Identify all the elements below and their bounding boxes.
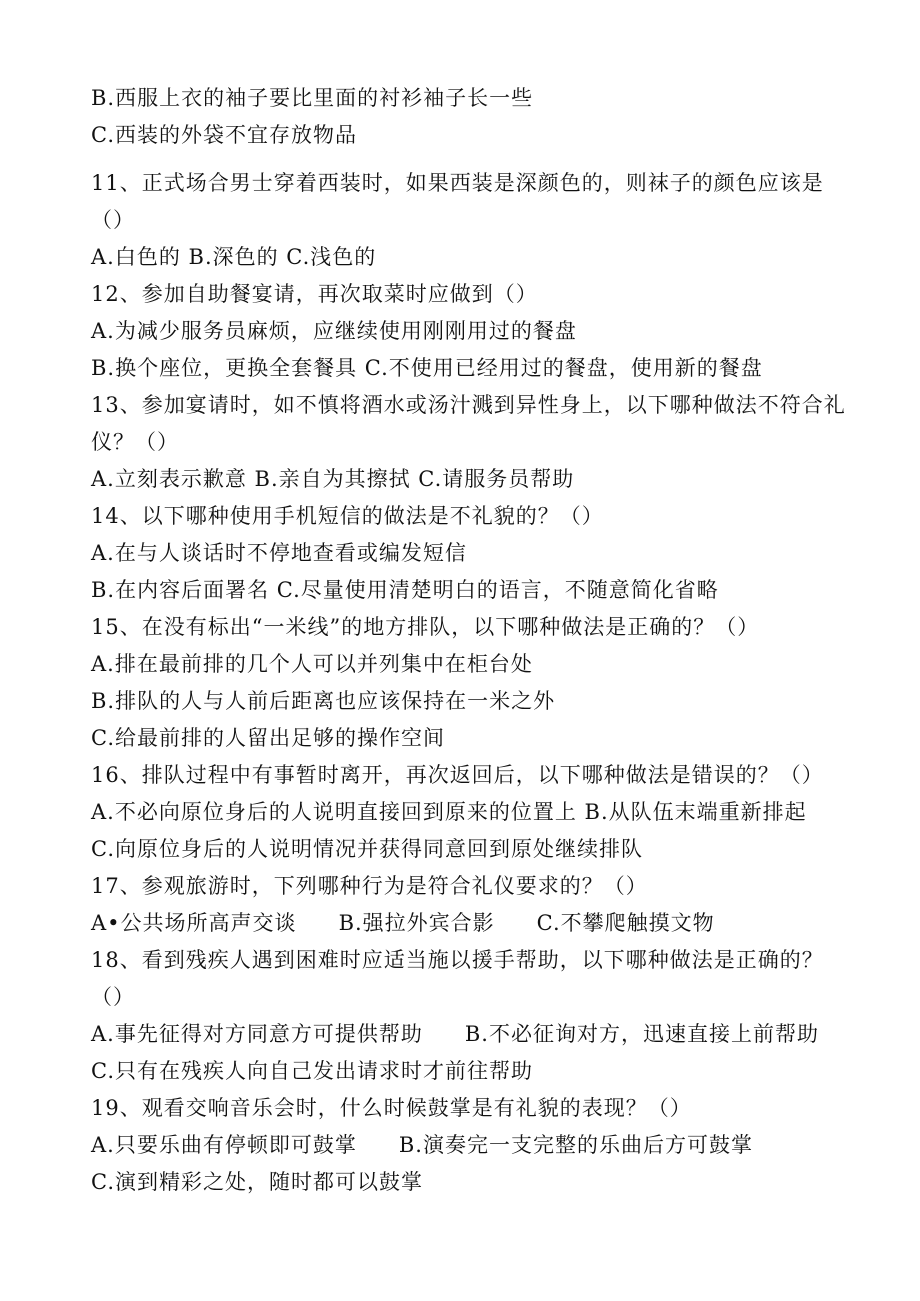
- q16-option-c: C.向原位身后的人说明情况并获得同意回到原处继续排队: [91, 837, 643, 861]
- q11-stem: 11、正式场合男士穿着西装时，如果西装是深颜色的，则袜子的颜色应该是: [91, 171, 824, 195]
- q11-options: A.白色的 B.深色的 C.浅色的: [91, 245, 377, 269]
- q18-option-a: A.事先征得对方同意方可提供帮助: [91, 1022, 423, 1046]
- q14-options-bc: B.在内容后面署名 C.尽量使用清楚明白的语言，不随意简化省略: [91, 578, 719, 602]
- q13-stem: 13、参加宴请时，如不慎将酒水或汤汁溅到异性身上，以下哪种做法不符合礼: [91, 393, 846, 417]
- q15-option-b: B.排队的人与人前后距离也应该保持在一米之外: [91, 689, 556, 713]
- q17-stem: 17、参观旅游时，下列哪种行为是符合礼仪要求的？（）: [91, 874, 648, 898]
- q16-options-ab: A.不必向原位身后的人说明直接回到原来的位置上 B.从队伍末端重新排起: [91, 800, 807, 824]
- q17-option-b: B.强拉外宾合影: [338, 911, 495, 935]
- q15-option-c: C.给最前排的人留出足够的操作空间: [91, 726, 445, 750]
- q16-stem: 16、排队过程中有事暂时离开，再次返回后，以下哪种做法是错误的？（）: [91, 763, 824, 787]
- q19-option-a: A.只要乐曲有停顿即可鼓掌: [91, 1133, 357, 1157]
- q17-option-c: C.不攀爬触摸文物: [536, 911, 715, 935]
- q19-options-ab: [91, 1127, 851, 1164]
- q18-blank: （）: [91, 985, 135, 1009]
- q19-option-b: B.演奏完一支完整的乐曲后方可鼓掌: [398, 1133, 753, 1157]
- q13-options: A.立刻表示歉意 B.亲自为其擦拭 C.请服务员帮助: [91, 467, 575, 491]
- q18-options-ab: [91, 1016, 851, 1053]
- q13-stem-cont: 仪？（）: [91, 430, 179, 454]
- q18-option-c: C.只有在残疾人向自己发出请求时才前往帮助: [91, 1059, 533, 1083]
- q15-stem: 15、在没有标出“一米线”的地方排队，以下哪种做法是正确的？（）: [91, 615, 760, 639]
- q10-option-b: B.西服上衣的袖子要比里面的衬衫袖子长一些: [91, 86, 534, 110]
- q10-option-c: C.西装的外袋不宜存放物品: [91, 123, 357, 147]
- q18-option-b: B.不必征询对方，迅速直接上前帮助: [464, 1022, 819, 1046]
- q15-option-a: A.排在最前排的几个人可以并列集中在柜台处: [91, 652, 533, 676]
- q17-option-a: A•公共场所高声交谈: [91, 911, 297, 935]
- q19-stem: 19、观看交响音乐会时，什么时候鼓掌是有礼貌的表现？（）: [91, 1096, 692, 1120]
- q12-stem: 12、参加自助餐宴请，再次取菜时应做到（）: [91, 282, 538, 306]
- q19-option-c: C.演到精彩之处，随时都可以鼓掌: [91, 1170, 423, 1194]
- q11-blank: （）: [91, 208, 135, 232]
- q18-stem: 18、看到残疾人遇到困难时应适当施以援手帮助，以下哪种做法是正确的？: [91, 948, 824, 972]
- question-list: [91, 80, 851, 1201]
- q12-options-bc: B.换个座位，更换全套餐具 C.不使用已经用过的餐盘，使用新的餐盘: [91, 356, 763, 380]
- q17-options: [91, 905, 851, 942]
- q14-stem: 14、以下哪种使用手机短信的做法是不礼貌的？（）: [91, 504, 604, 528]
- q14-option-a: A.在与人谈话时不停地查看或编发短信: [91, 541, 467, 565]
- q12-option-a: A.为减少服务员麻烦，应继续使用刚刚用过的餐盘: [91, 319, 577, 343]
